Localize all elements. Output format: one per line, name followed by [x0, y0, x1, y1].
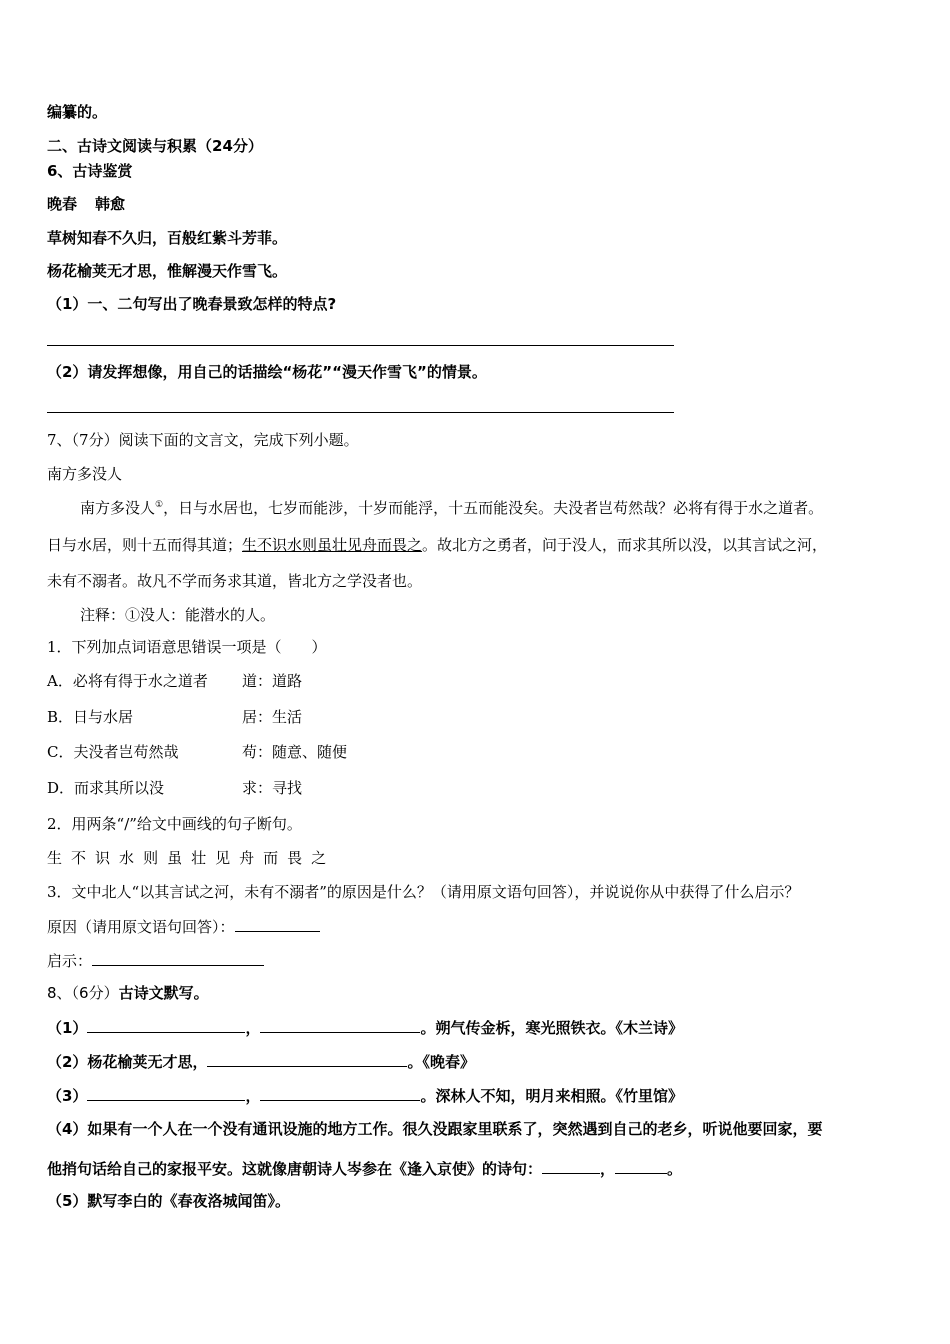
break-char: 舟 [239, 849, 255, 867]
break-char: 不 [71, 849, 87, 867]
break-char: 则 [143, 849, 159, 867]
q8-heading: 古诗文默写。 [118, 984, 209, 1002]
q6-title: 6、古诗鉴赏 [47, 162, 133, 180]
q6-sub1: （1）一、二句写出了晚春景致怎样的特点? [47, 295, 337, 313]
reason-row [47, 915, 320, 937]
q7-item1: 1．下列加点词语意思错误一项是（ ） [47, 638, 327, 656]
option-gloss: 苟：随意、随便 [242, 743, 348, 761]
fill-blank[interactable] [542, 1157, 600, 1174]
passage-line-3: 未有不溺者。故凡不学而务求其道，皆北方之学没者也。 [47, 572, 423, 590]
prefix: （2）杨花榆荚无才思， [47, 1053, 208, 1071]
poem-heading [47, 194, 125, 214]
passage-text: ，日与水居也，七岁而能涉，十岁而能浮，十五而能没矣。夫没者岂苟然哉？必将有得于水之道者。 [163, 499, 824, 517]
passage-text: 。故北方之勇者，问于没人，而求其所以没，以其言试之河， [422, 536, 828, 554]
option-text: D．而求其所以没 [47, 779, 165, 797]
option-c[interactable] [47, 742, 348, 762]
fill-blank[interactable] [260, 1016, 420, 1033]
sentence-break-row [47, 848, 335, 868]
q8-line-3 [47, 1084, 683, 1106]
fill-blank[interactable] [87, 1084, 245, 1101]
footnote-marker: ① [155, 500, 164, 510]
poem-line-2: 杨花榆荚无才思，惟解漫天作雪飞。 [47, 262, 288, 280]
q7-item3: 3．文中北人“以其言试之河，未有不溺者”的原因是什么？（请用原文语句回答），并说说你从中获得了什么启示？ [47, 883, 800, 901]
break-char: 壮 [191, 849, 207, 867]
q8-line-4b [47, 1157, 682, 1179]
fill-blank[interactable] [260, 1084, 420, 1101]
option-d[interactable] [47, 778, 303, 798]
q8-line-1 [47, 1016, 683, 1038]
passage-text: 南方多没人 [80, 499, 156, 517]
prefix: （3） [47, 1087, 88, 1105]
passage-title: 南方多没人 [47, 465, 123, 483]
insight-blank[interactable] [92, 949, 264, 966]
fill-blank[interactable] [207, 1050, 407, 1067]
break-char: 畏 [287, 849, 303, 867]
reason-blank[interactable] [235, 915, 320, 932]
option-a[interactable] [47, 671, 303, 691]
break-char: 识 [95, 849, 111, 867]
q8-line-4a: （4）如果有一个人在一个没有通讯设施的地方工作。很久没跟家里联系了，突然遇到自己的老乡，听说他要回家，要 [47, 1120, 823, 1138]
passage-note: 注释：①没人：能潜水的人。 [80, 606, 276, 624]
suffix: 。深林人不知，明月来相照。《竹里馆》 [420, 1087, 683, 1105]
poem-line-1: 草树知春不久归，百般红紫斗芳菲。 [47, 229, 288, 247]
poem-title: 晚春 [47, 195, 78, 213]
option-gloss: 道：道路 [242, 672, 303, 690]
break-char: 之 [311, 849, 327, 867]
passage-text: 日与水居，则十五而得其道； [47, 536, 243, 554]
option-text: C．夫没者岂苟然哉 [47, 743, 179, 761]
prefix: （1） [47, 1019, 88, 1037]
break-char: 见 [215, 849, 231, 867]
q8-line-2 [47, 1050, 475, 1072]
option-b[interactable] [47, 707, 303, 727]
passage-line-2 [47, 535, 827, 555]
fill-blank[interactable] [87, 1016, 245, 1033]
break-char: 水 [119, 849, 135, 867]
suffix: 。 [667, 1160, 683, 1178]
break-char: 生 [47, 849, 63, 867]
separator: ， [245, 1087, 261, 1105]
insight-label: 启示： [47, 952, 93, 970]
q8-number: 8、（6分） [47, 984, 119, 1002]
q8-title [47, 983, 209, 1003]
option-gloss: 求：寻找 [242, 779, 303, 797]
answer-line[interactable] [47, 345, 674, 346]
continued-text: 编纂的。 [47, 103, 108, 121]
separator: ， [245, 1019, 261, 1037]
option-gloss: 居：生活 [242, 708, 303, 726]
prefix: 他捎句话给自己的家报平安。这就像唐朝诗人岑参在《逢入京使》的诗句： [47, 1160, 543, 1178]
passage-line-1 [80, 498, 823, 518]
poem-author: 韩愈 [95, 195, 126, 213]
break-char: 虽 [167, 849, 183, 867]
option-text: B．日与水居 [47, 708, 134, 726]
underlined-sentence: 生不识水则虽壮见舟而畏之 [242, 536, 423, 554]
suffix: 。《晚春》 [407, 1053, 475, 1071]
q6-sub2: （2）请发挥想像，用自己的话描绘“杨花”“漫天作雪飞”的情景。 [47, 363, 487, 381]
q8-line-5: （5）默写李白的《春夜洛城闻笛》。 [47, 1192, 290, 1210]
q7-title: 7、（7分）阅读下面的文言文，完成下列小题。 [47, 431, 359, 449]
separator: ， [600, 1160, 616, 1178]
insight-row [47, 949, 264, 971]
answer-line[interactable] [47, 412, 674, 413]
fill-blank[interactable] [615, 1157, 667, 1174]
q7-item2: 2．用两条“/”给文中画线的句子断句。 [47, 815, 302, 833]
suffix: 。朔气传金柝，寒光照铁衣。《木兰诗》 [420, 1019, 683, 1037]
reason-label: 原因（请用原文语句回答）： [47, 918, 235, 936]
option-text: A．必将有得于水之道者 [47, 672, 208, 690]
break-char: 而 [263, 849, 279, 867]
section-title: 二、古诗文阅读与积累（24分） [47, 137, 263, 155]
